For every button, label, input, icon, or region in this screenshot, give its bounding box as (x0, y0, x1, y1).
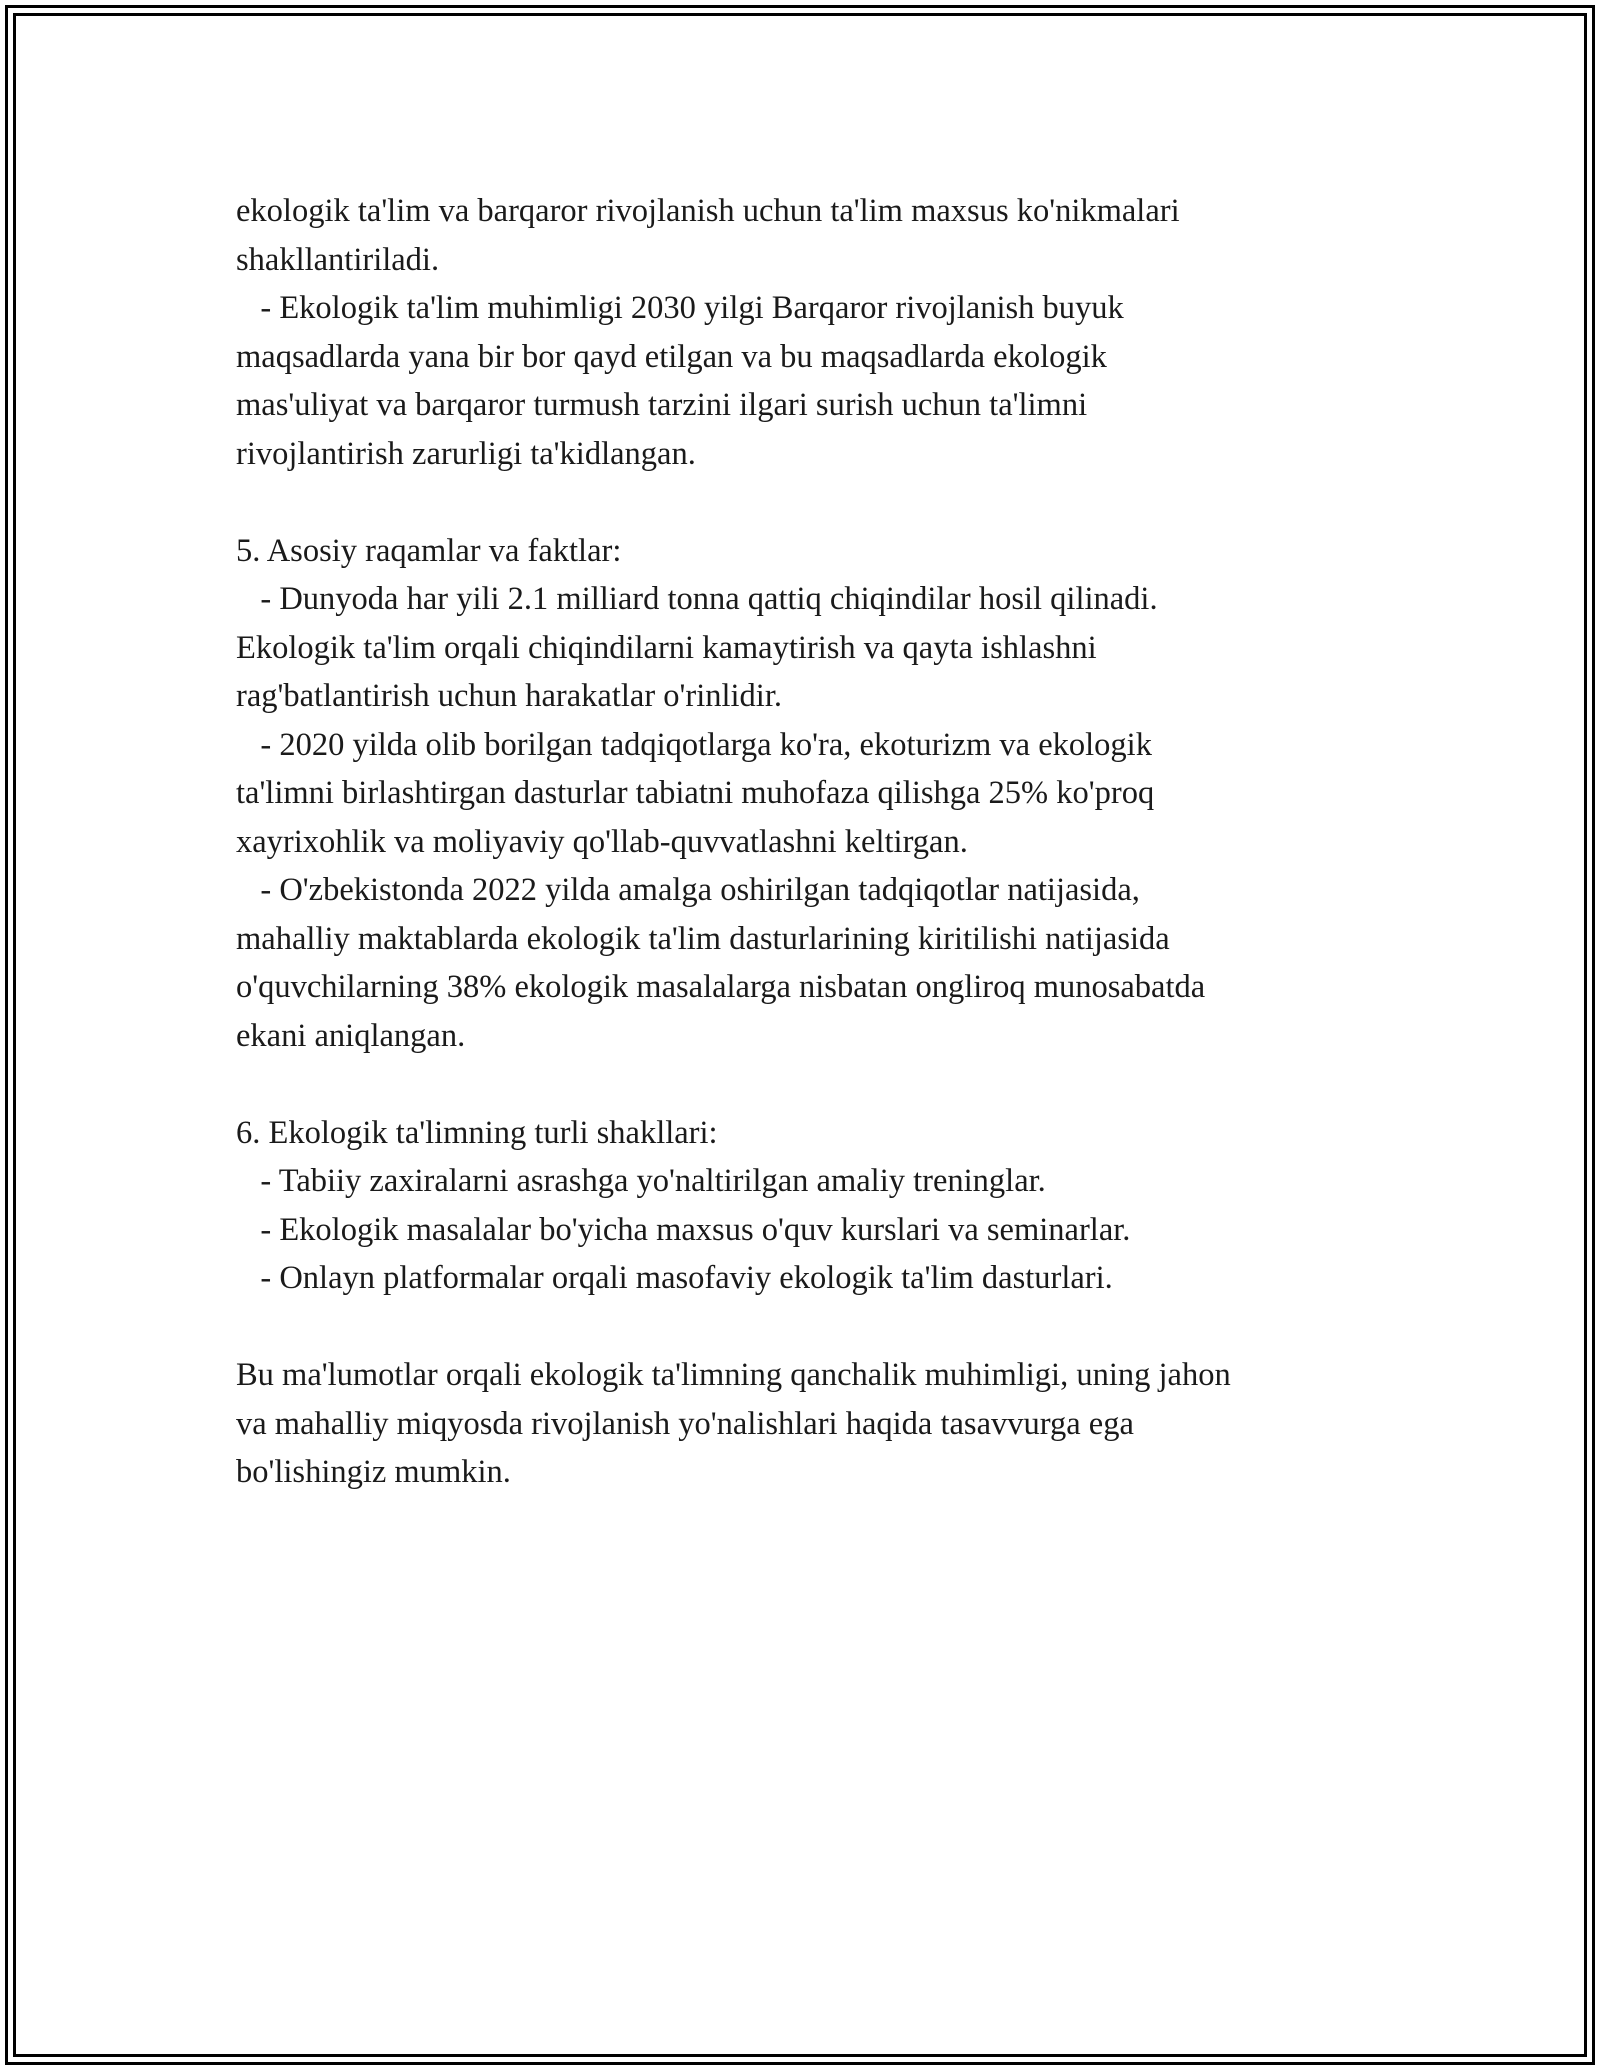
paragraph-gap (236, 478, 1386, 527)
text-line: - 2020 yilda olib borilgan tadqiqotlarga ko'ra, ekoturizm va ekologik (236, 726, 1152, 763)
paragraph-gap (236, 1060, 1386, 1109)
paragraph-gap (236, 1303, 1386, 1352)
list-item: - Tabiiy zaxiralarni asrashga yo'naltirilgan amaliy treninglar. (236, 1163, 1046, 1199)
text-line: xayrixohlik va moliyaviy qo'llab-quvvatlashni keltirgan. (236, 823, 968, 860)
text-line: rag'batlantirish uchun harakatlar o'rinlidir. (236, 678, 782, 714)
section-5 (236, 527, 1386, 1061)
section-heading: 6. Ekologik ta'limning turli shakllari: (236, 1114, 718, 1151)
text-line: ekologik ta'lim va barqaror rivojlanish uchun ta'lim maxsus ko'nikmalari (236, 193, 1180, 229)
text-line: - Ekologik ta'lim muhimligi 2030 yilgi Barqaror rivojlanish buyuk (236, 290, 1124, 326)
intro-paragraph (236, 187, 1386, 478)
document-body (236, 187, 1386, 1497)
text-line: Bu ma'lumotlar orqali ekologik ta'limning qanchalik muhimligi, uning jahon (236, 1357, 1231, 1393)
text-line: va mahalliy miqyosda rivojlanish yo'nalishlari haqida tasavvurga ega (236, 1405, 1134, 1442)
text-line: bo'lishingiz mumkin. (236, 1454, 511, 1490)
text-line: mahalliy maktablarda ekologik ta'lim dasturlarining kiritilishi natijasida (236, 920, 1170, 957)
text-line: maqsadlarda yana bir bor qayd etilgan va bu maqsadlarda ekologik (236, 338, 1107, 375)
text-line: o'quvchilarning 38% ekologik masalalarga nisbatan ongliroq munosabatda (236, 969, 1206, 1005)
text-line: mas'uliyat va barqaror turmush tarzini ilgari surish uchun ta'limni (236, 387, 1088, 423)
section-heading: 5. Asosiy raqamlar va faktlar: (236, 532, 622, 569)
text-line: ekani aniqlangan. (236, 1017, 466, 1054)
text-line: shakllantiriladi. (236, 241, 440, 278)
text-line: rivojlantirish zarurligi ta'kidlangan. (236, 435, 696, 472)
text-line: - O'zbekistonda 2022 yilda amalga oshirilgan tadqiqotlar natijasida, (236, 872, 1140, 908)
text-line: ta'limni birlashtirgan dasturlar tabiatni muhofaza qilishga 25% ko'proq (236, 775, 1155, 811)
list-item: - Onlayn platformalar orqali masofaviy ekologik ta'lim dasturlari. (236, 1260, 1113, 1296)
conclusion-paragraph (236, 1351, 1386, 1497)
text-line: - Dunyoda har yili 2.1 milliard tonna qattiq chiqindilar hosil qilinadi. (236, 581, 1158, 617)
list-item: - Ekologik masalalar bo'yicha maxsus o'quv kurslari va seminarlar. (236, 1211, 1131, 1248)
section-6 (236, 1109, 1386, 1303)
text-line: Ekologik ta'lim orqali chiqindilarni kamaytirish va qayta ishlashni (236, 629, 1097, 666)
